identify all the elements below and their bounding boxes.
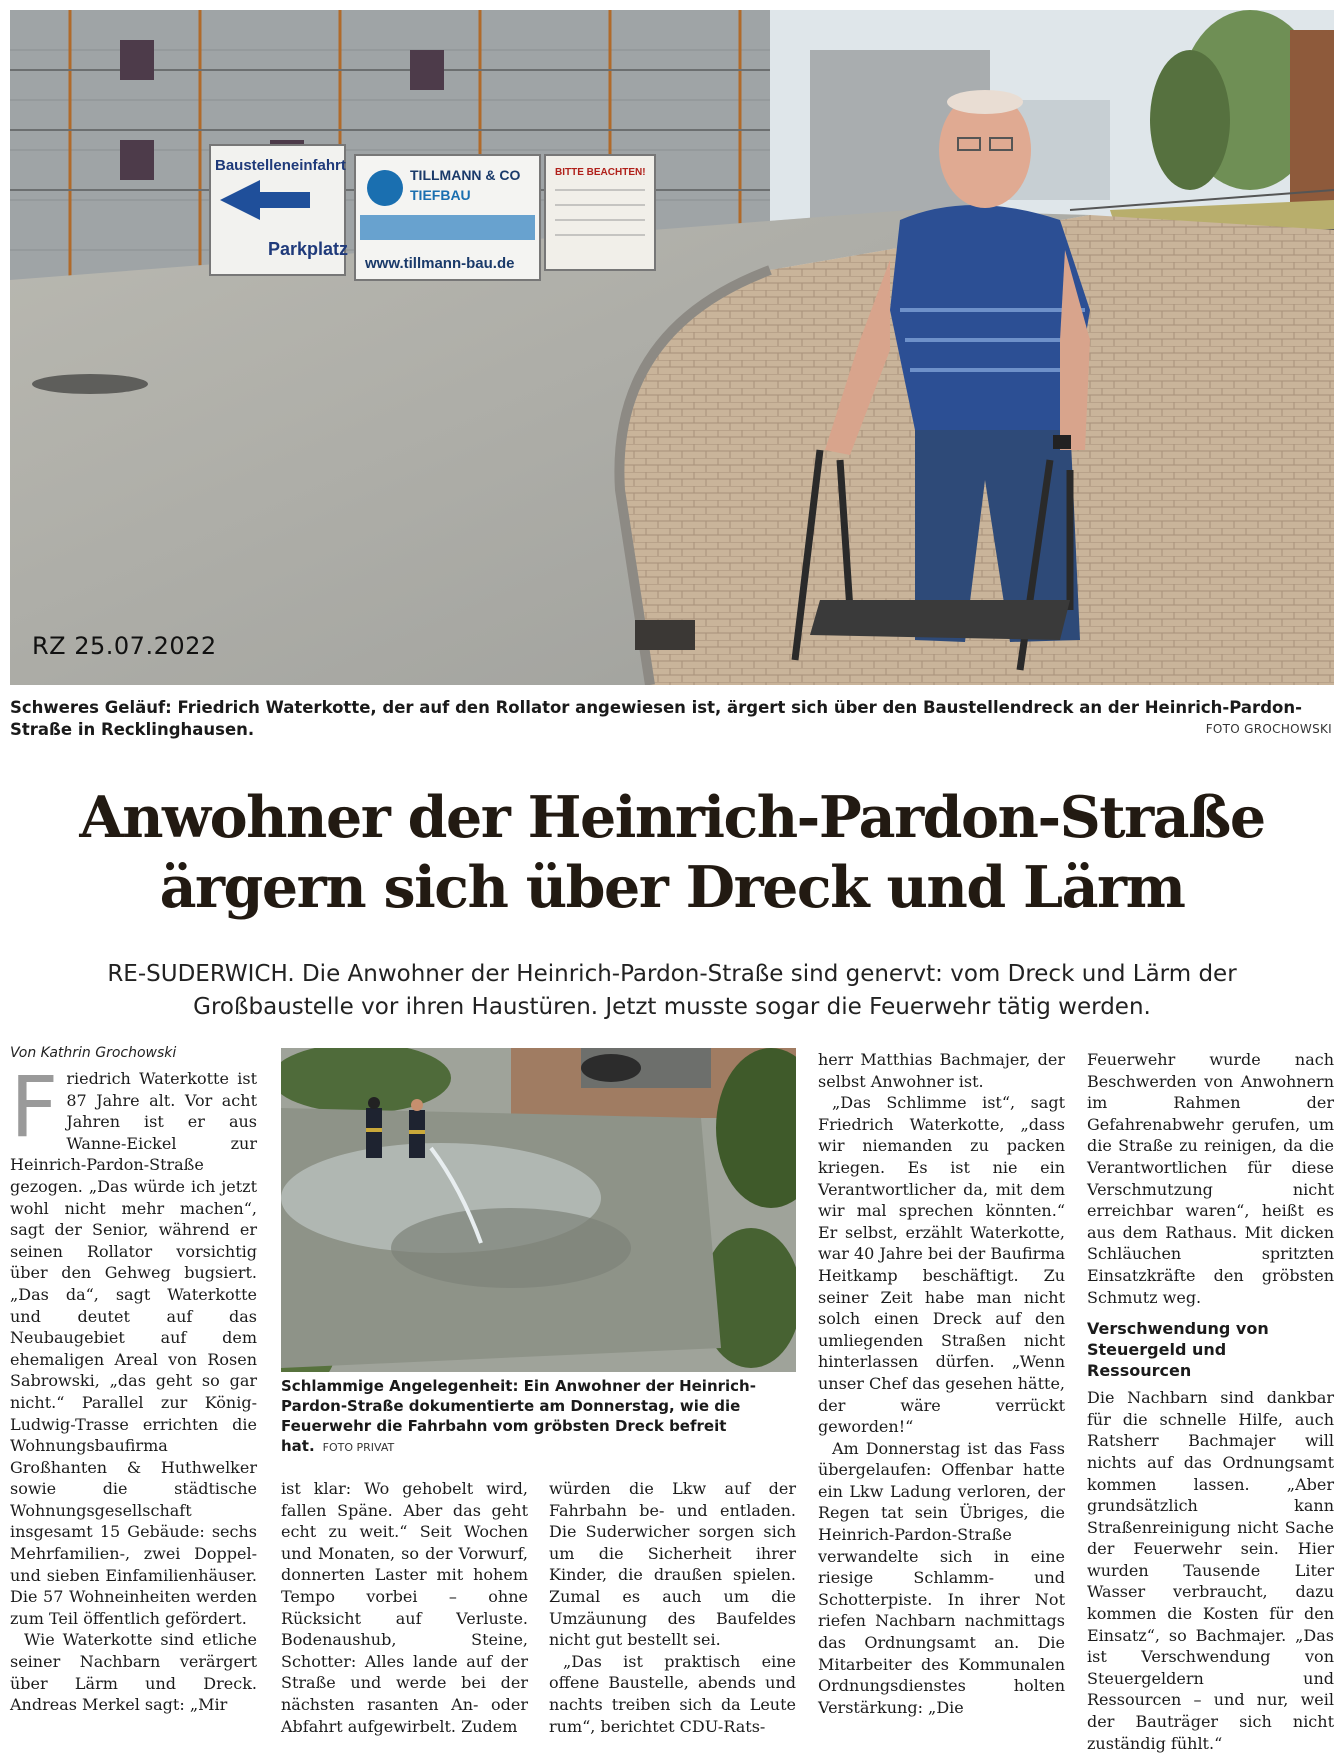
article-paragraph: herr Matthias Bachmajer, der selbst Anwohner ist. bbox=[818, 1050, 1065, 1091]
lead-paragraph bbox=[60, 958, 1284, 1024]
svg-text:BITTE BEACHTEN!: BITTE BEACHTEN! bbox=[555, 167, 646, 178]
svg-text:Baustelleneinfahrt: Baustelleneinfahrt bbox=[215, 157, 346, 174]
sign-tillmann bbox=[355, 155, 540, 280]
street-cleaning-illustration bbox=[281, 1048, 796, 1372]
photo-credit: FOTO GROCHOWSKI bbox=[1205, 722, 1332, 736]
headline-line-1: Anwohner der Heinrich-Pardon-Straße bbox=[79, 784, 1265, 851]
svg-text:Parkplatz: Parkplatz bbox=[268, 239, 349, 259]
photo-caption: Schweres Geläuf: Friedrich Waterkotte, der auf den Rollator angewiesen ist, ärgert sich über den Baustellendreck an der Heinrich-Pardon-Straße in Recklinghausen. bbox=[10, 698, 1302, 739]
article-column-1 bbox=[10, 1058, 257, 1716]
sign-bitte-beachten bbox=[545, 155, 655, 270]
subheading: Verschwendung von Steuergeld und Ressourcen bbox=[1087, 1319, 1269, 1381]
headline bbox=[0, 783, 1344, 923]
svg-text:TIEFBAU: TIEFBAU bbox=[410, 187, 471, 203]
byline: Von Kathrin Grochowski bbox=[10, 1045, 177, 1061]
construction-site-illustration bbox=[10, 10, 1334, 685]
article-paragraph: „Das Schlimme ist“, sagt Friedrich Waterkotte, „dass wir niemanden zu packen kriegen. Es ist nie ein Verantwortlicher da, mit dem wir mal sprechen könnten.“ Er selbst, erzählt Waterkotte, war 40 Jahre bei der Baufirma Heitkamp beschäftigt. Zu seiner Zeit habe man nicht solch einen Dreck auf den umliegenden Straßen nicht hinterlassen dürfen. „Wenn unser Chef das gesehen hätte, der wäre verrückt geworden!“ bbox=[818, 1093, 1065, 1437]
article-paragraph: ist klar: Wo gehobelt wird, fallen Späne. Aber das geht echt zu weit.“ Seit Wochen und Monaten, so der Vorwurf, donnerten Laster mit hohem Tempo vorbei – ohne Rücksicht auf Verluste. Bodenaushub, Steine, Schotter: Alles lande auf der Straße und werde bei der nächsten rasanten An- oder Abfahrt aufgewirbelt. Zudem bbox=[281, 1479, 528, 1736]
photo-date-stamp: RZ 25.07.2022 bbox=[32, 632, 217, 660]
firefighters-photo bbox=[281, 1048, 796, 1372]
article-paragraph: Wie Waterkotte sind etliche seiner Nachbarn verärgert über Lärm und Dreck. Andreas Merkel sagt: „Mir bbox=[10, 1630, 257, 1715]
hero-photo bbox=[10, 10, 1334, 685]
article-paragraph: „Das ist praktisch eine offene Baustelle, abends und nachts treiben sich da Leute rum“, berichtet CDU-Rats- bbox=[549, 1651, 796, 1736]
article-column-4 bbox=[818, 1049, 1065, 1718]
photo2-caption: Schlammige Angelegenheit: Ein Anwohner der Heinrich-Pardon-Straße dokumentierte am Donnerstag, wie die Feuerwehr die Fahrbahn vom gröbsten Dreck befreit hat. FOTO PRIVAT bbox=[281, 1377, 756, 1455]
article-column-5 bbox=[1087, 1049, 1334, 1754]
lead-dateline: RE-SUDERWICH. bbox=[107, 961, 295, 987]
svg-text:TILLMANN & CO: TILLMANN & CO bbox=[410, 167, 521, 183]
article-paragraph: würden die Lkw auf der Fahrbahn be- und entladen. Die Suderwicher sorgen sich um die Sicherheit ihrer Kinder, die draußen spielen. Zumal es auch um die Umzäunung des Baufeldes nicht gut bestellt sei. bbox=[549, 1479, 796, 1650]
dropcap: F bbox=[10, 1058, 59, 1156]
photo2-credit: FOTO PRIVAT bbox=[322, 1441, 395, 1454]
article-paragraph: Feuerwehr wurde nach Beschwerden von Anwohnern im Rahmen der Gefahrenabwehr gerufen, um die Straße zu reinigen, da die Verantwortlichen für diese Verschmutzung nicht erreichbar waren“, heißt es aus dem Rathaus. Mit dicken Schläuchen spritzten Einsatzkräfte den gröbsten Schmutz weg. bbox=[1087, 1050, 1334, 1307]
headline-line-2: ärgern sich über Dreck und Lärm bbox=[159, 854, 1185, 921]
lead-text: Die Anwohner der Heinrich-Pardon-Straße sind genervt: vom Dreck und Lärm der Großbaustelle vor ihren Haustüren. Jetzt musste sogar die Feuerwehr tätig werden. bbox=[193, 961, 1237, 1020]
sign-baustelleneinfahrt bbox=[210, 145, 348, 275]
article-paragraph: Am Donnerstag ist das Fass übergelaufen: Offenbar hatte ein Lkw Ladung verloren, der Regen tat sein Übriges, die Heinrich-Pardon-Straße verwandelte sich in eine riesige Schlamm- und Schotterpiste. In ihrer Not riefen Nachbarn nachmittags das Ordnungsamt an. Die Mitarbeiter des Kommunalen Ordnungsdienstes holten Verstärkung: „Die bbox=[818, 1438, 1065, 1717]
article-paragraph: Die Nachbarn sind dankbar für die schnelle Hilfe, auch Ratsherr Bachmajer will nichts auf das Ordnungsamt kommen lassen. „Aber grundsätzlich kann Straßenreinigung nicht Sache der Feuerwehr sein. Hier wurden Tausende Liter Wasser verbraucht, dazu kommen die Kosten für den Einsatz“, so Bachmajer. „Das ist Verschwendung von Steuergeldern und Ressourcen – und nur, weil der Bauträger sich nicht zuständig fühlt.“ bbox=[1087, 1388, 1334, 1753]
svg-text:www.tillmann-bau.de: www.tillmann-bau.de bbox=[365, 255, 515, 272]
article-column-2 bbox=[281, 1478, 528, 1737]
article-column-3 bbox=[549, 1478, 796, 1737]
article-paragraph: Friedrich Waterkotte ist 87 Jahre alt. Vor acht Jahren ist er aus Wanne-Eickel zur Heinrich-Pardon-Straße gezogen. „Das würde ich jetzt wohl nicht mehr machen“, sagt der Senior, während er seinen Rollator vorsichtig über den Gehweg bugsiert. „Das da“, sagt Waterkotte und deutet auf das Neubaugebiet auf dem ehemaligen Areal von Rosen Sabrowski, „das geht so gar nicht.“ Parallel zur König-Ludwig-Trasse errichten die Wohnungsbaufirma Großhanten & Huthwelker sowie die städtische Wohnungsgesellschaft insgesamt 15 Gebäude: sechs Mehrfamilien-, zwei Doppel- und sieben Einfamilienhäuser. Die 57 Wohneinheiten werden zum Teil öffentlich gefördert. bbox=[10, 1058, 257, 1628]
